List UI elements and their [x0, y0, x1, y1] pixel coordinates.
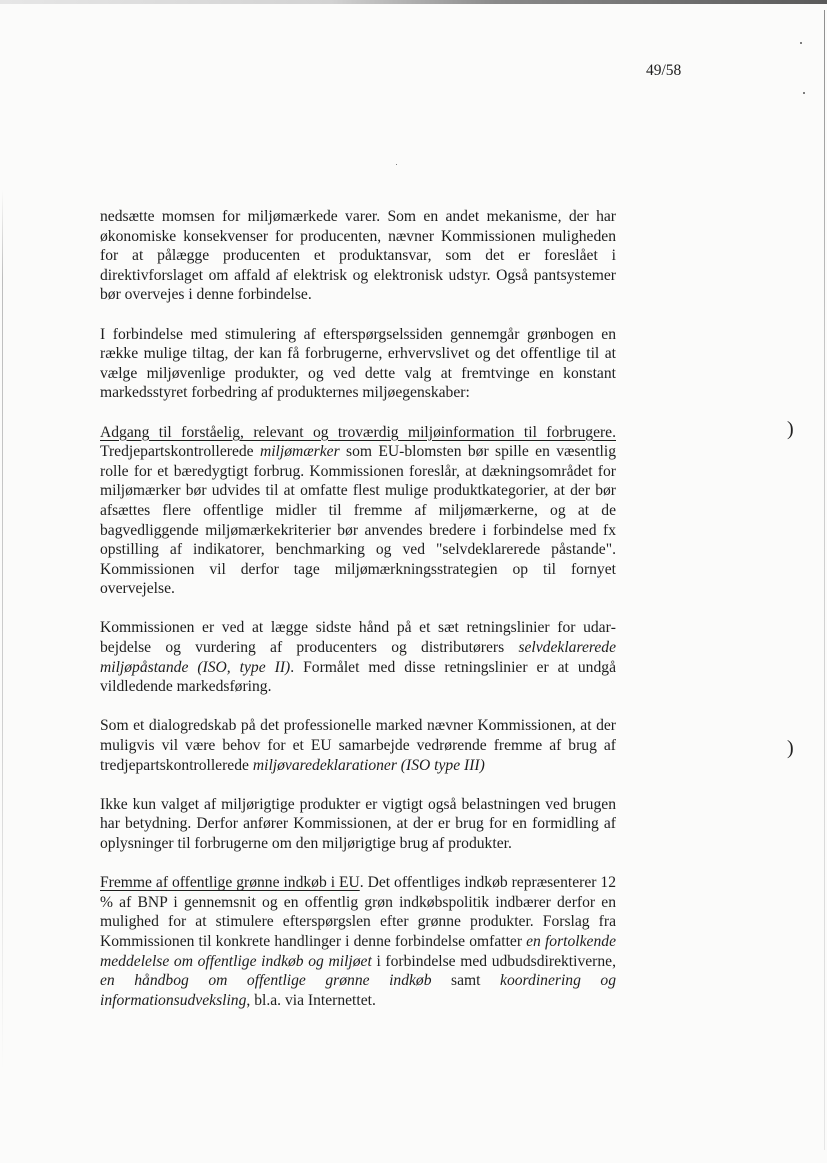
paragraph-text: . Formålet med disse retningslinier er at undgå vildledende markedsføring.	[100, 658, 616, 696]
section-heading: Fremme af offentlige grønne indkøb i EU	[100, 874, 360, 892]
paragraph-text: Kommissionen er ved at lægge sidste hånd på et sæt retningslinier for udarbejdelse og vurdering af producenters og distributørers	[100, 619, 616, 657]
paragraph-text: Tredjepartskontrollerede	[100, 443, 260, 461]
margin-mark: )	[787, 418, 794, 440]
paragraph: nedsætte momsen for miljømærkede varer. Som en andet mekanisme, der har økonomiske konsekvenser for producenten, nævner Kommissionen muligheden for at pålægge producenten et produktansvar, som det er foreslået i direktivforslaget om affald af elektrisk og elektronisk udstyr. Også pantsystemer bør overvejes i denne forbindelse.	[100, 208, 616, 304]
emphasis-text: miljømærker	[259, 443, 340, 461]
section-heading: Adgang til forståelig, relevant og troværdig miljøinformation til forbrugere.	[100, 423, 616, 441]
margin-mark: )	[787, 737, 794, 759]
scan-left-edge	[2, 190, 3, 1070]
paragraph	[100, 423, 616, 599]
scan-top-edge	[0, 0, 827, 4]
paragraph	[100, 618, 616, 696]
page-number: 49/58	[646, 62, 682, 79]
emphasis-text: koordinering og informationsudveksling	[100, 972, 616, 1009]
paragraph	[100, 716, 616, 775]
paragraph	[100, 873, 616, 1010]
emphasis-text: selvdeklarerede miljøpåstande (ISO, type II)	[100, 639, 616, 676]
scan-speck	[396, 164, 397, 165]
paragraph-text: . Det offentliges indkøb repræsenterer 12 % af BNP i gennemsnit og en offentlig grøn indkøbspolitik indbærer derfor en mulighed for at stimulere efterspørgslen efter grønne produkter. Forslag fra Kommissionen til konkrete handlinger i denne forbindelse omfatter	[100, 874, 616, 950]
paragraph-text: Som et dialogredskab på det professionelle marked nævner Kommissionen, at der muligvis vil være behov for et EU samarbejde vedrørende fremme af brug af tredjepartskontrollerede	[100, 717, 616, 774]
scan-right-edge	[824, 10, 825, 1150]
paragraph-text: som EU-blomsten bør spille en væsentlig rolle for et bæredygtigt forbrug. Kommissionen foreslår, at dækningsområdet for miljømærker bør udvides til at omfatte flest mulige produktkategorier, at der bør afsættes flere offentlige midler til fremme af miljømærkerne, og at de bagvedliggende miljømærkekriterier bør anvendes bredere i forbindelse med fx opstilling af indikatorer, benchmarking og ved "selvdeklarerede påstande". Kommissionen vil derfor tage miljømærkningsstrategien op til fornyet overvejelse.	[100, 443, 617, 598]
paragraph-text: , bl.a. via Internettet.	[246, 991, 376, 1009]
paragraph: I forbindelse med stimulering af efterspørgselssiden gennemgår grønbogen en række mulige tiltag, der kan få forbrugerne, erhvervslivet og det offentlige til at vælge miljøvenlige produkter, og ved dette valg at fremtvinge en konstant markedsstyret forbedring af produkternes miljøegenskaber:	[100, 325, 616, 402]
emphasis-text: en håndbog om offentlige grønne indkøb	[100, 972, 432, 990]
document-body	[100, 207, 616, 1030]
scan-speck	[800, 42, 802, 44]
paragraph-text: i forbindelse med udbudsdirektiverne,	[371, 952, 616, 970]
paragraph: Ikke kun valget af miljørigtige produkter er vigtigt også belastningen ved brugen har betydning. Derfor anfører Kommissionen, at der er brug for en formidling af oplysninger til forbrugerne om den miljørigtige brug af produkter.	[100, 795, 616, 852]
emphasis-text: en fortolkende meddelelse om offentlige indkøb og miljøet	[100, 932, 616, 970]
emphasis-text: miljøvaredeklarationer (ISO type III)	[252, 756, 485, 774]
scan-speck	[803, 92, 805, 94]
paragraph-text: samt	[431, 972, 501, 990]
